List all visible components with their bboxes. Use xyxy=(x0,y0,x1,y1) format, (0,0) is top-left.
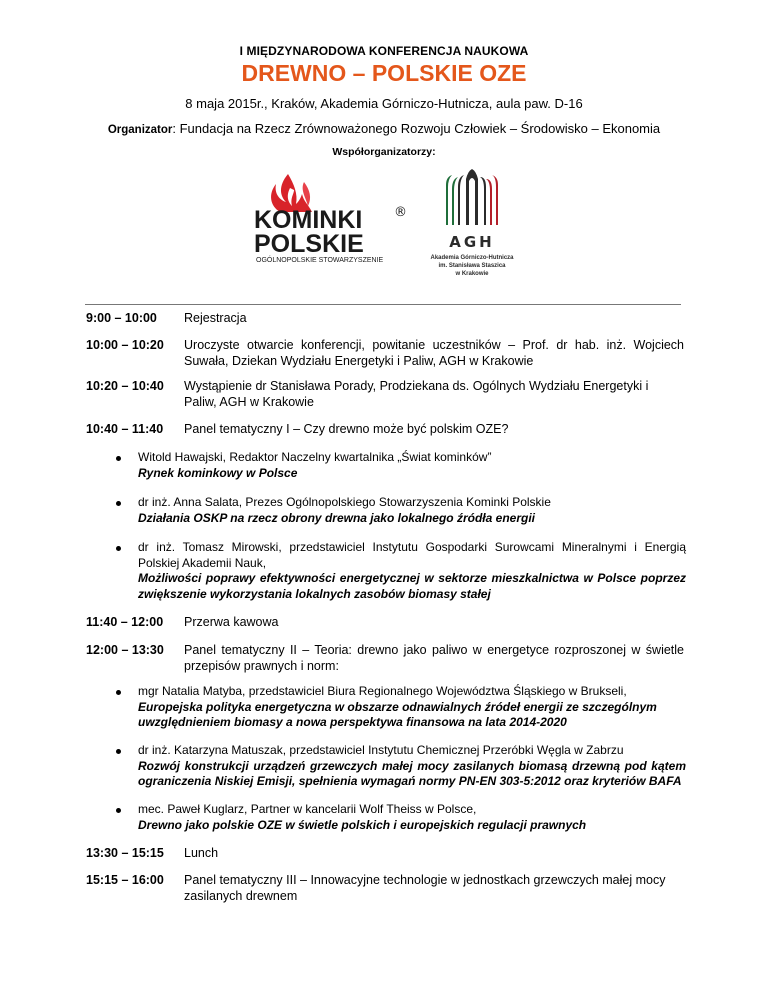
coorganizers-label: Współorganizatorzy: xyxy=(332,146,436,158)
agh-name-line3: w Krakowie xyxy=(455,271,489,277)
bullet-icon xyxy=(116,690,121,695)
agh-emblem-icon xyxy=(446,169,498,225)
agenda-text: Panel tematyczny II – Teoria: drewno jako paliwo w energetyce rozproszonej w świetle przepisów prawnych i norm: xyxy=(184,643,684,673)
polskie-text: POLSKIE xyxy=(254,230,364,258)
conference-title: DREWNO – POLSKIE OZE xyxy=(241,60,527,86)
bullet-icon xyxy=(116,808,121,813)
speaker: dr inż. Anna Salata, Prezes Ogólnopolskiego Stowarzyszenia Kominki Polskie xyxy=(138,495,551,509)
agh-acronym: AGH xyxy=(449,233,495,251)
talk-title: Rynek kominkowy w Polsce xyxy=(138,465,298,480)
conference-date-place: 8 maja 2015r., Kraków, Akademia Górniczo-Hutnicza, aula paw. D-16 xyxy=(185,96,583,111)
agh-name-line2: im. Stanisława Staszica xyxy=(438,263,506,269)
agenda-time: 11:40 – 12:00 xyxy=(86,615,164,629)
talk-title: Drewno jako polskie OZE w świetle polskich i europejskich regulacji prawnych xyxy=(138,817,587,832)
organizer-label: Organizator xyxy=(107,124,173,136)
bullet-icon xyxy=(116,546,121,551)
speaker: dr inż. Tomasz Mirowski, przedstawiciel Instytutu Gospodarki Surowcami Mineralnymi i Energią Polskiej Akademii Nauk, xyxy=(138,540,686,570)
speaker: Witold Hawajski, Redaktor Naczelny kwartalnika „Świat kominków” xyxy=(138,450,492,464)
talk-title: Rozwój konstrukcji urządzeń grzewczych małej mocy zasilanych biomasą drzewną pod kątem ograniczenia Niskiej Emisji, spełnienia wymagań normy PN-EN 303-5:2012 oraz kryteriów BAFA xyxy=(138,758,686,788)
agenda-text: Wystąpienie dr Stanisława Porady, Prodziekana ds. Ogólnych Wydziału Energetyki i Paliw, AGH w Krakowie xyxy=(184,379,649,409)
agenda-text: Panel tematyczny I – Czy drewno może być polskim OZE? xyxy=(184,422,509,436)
agenda-text: Uroczyste otwarcie konferencji, powitanie uczestników – Prof. dr hab. inż. Wojciech Suwała, Dziekan Wydziału Energetyki i Paliw, AGH w Krakowie xyxy=(184,338,684,368)
kominki-text: KOMINKI xyxy=(254,206,363,234)
speaker: mgr Natalia Matyba, przedstawiciel Biura Regionalnego Województwa Śląskiego w Brukseli, xyxy=(138,684,627,698)
registered-mark: ® xyxy=(394,205,407,220)
agh-name-line1: Akademia Górniczo-Hutnicza xyxy=(430,255,514,261)
agenda-time: 13:30 – 15:15 xyxy=(86,846,164,860)
agenda-time: 9:00 – 10:00 xyxy=(86,311,157,325)
organizer-line xyxy=(0,121,768,136)
agenda-time: 10:00 – 10:20 xyxy=(86,338,164,352)
agenda-text: Przerwa kawowa xyxy=(184,615,279,629)
bullet-icon xyxy=(116,501,121,506)
bullet-icon xyxy=(116,456,121,461)
agenda-text: Panel tematyczny III – Innowacyjne technologie w jednostkach grzewczych małej mocy zasilanych drewnem xyxy=(184,873,666,903)
talk-title: Możliwości poprawy efektywności energetycznej w sektorze mieszkalnictwa w Polsce poprzez zwiększenie wykorzystania lokalnych zasobów biomasy stałej xyxy=(138,571,686,601)
agenda-time: 12:00 – 13:30 xyxy=(86,643,164,657)
bullet-icon xyxy=(116,749,121,754)
divider xyxy=(85,304,681,305)
speaker: mec. Paweł Kuglarz, Partner w kancelarii Wolf Theiss w Polsce, xyxy=(138,802,477,816)
agh-logo xyxy=(412,165,532,285)
agenda-text: Rejestracja xyxy=(184,311,247,325)
talk-title: Europejska polityka energetyczna w obszarze odnawialnych źródeł energii ze szczególnym uwzględnieniem biomasy a nowa perspektywa finansowa na lata 2014-2020 xyxy=(138,699,657,729)
agenda-time: 15:15 – 16:00 xyxy=(86,873,164,887)
talk-title: Działania OSKP na rzecz obrony drewna jako lokalnego źródła energii xyxy=(138,510,535,525)
conference-label: I MIĘDZYNARODOWA KONFERENCJA NAUKOWA xyxy=(239,44,529,58)
agenda-time: 10:40 – 11:40 xyxy=(86,422,164,436)
agenda-time: 10:20 – 10:40 xyxy=(86,379,164,393)
speaker: dr inż. Katarzyna Matuszak, przedstawiciel Instytutu Chemicznej Przeróbki Węgla w Zabrzu xyxy=(138,743,624,757)
organizer-name: : Fundacja na Rzecz Zrównoważonego Rozwoju Człowiek – Środowisko – Ekonomia xyxy=(172,121,661,136)
kominki-polskie-logo xyxy=(250,168,410,268)
agenda-text: Lunch xyxy=(184,846,219,860)
kominki-subtitle: OGÓLNOPOLSKIE STOWARZYSZENIE xyxy=(256,257,384,264)
